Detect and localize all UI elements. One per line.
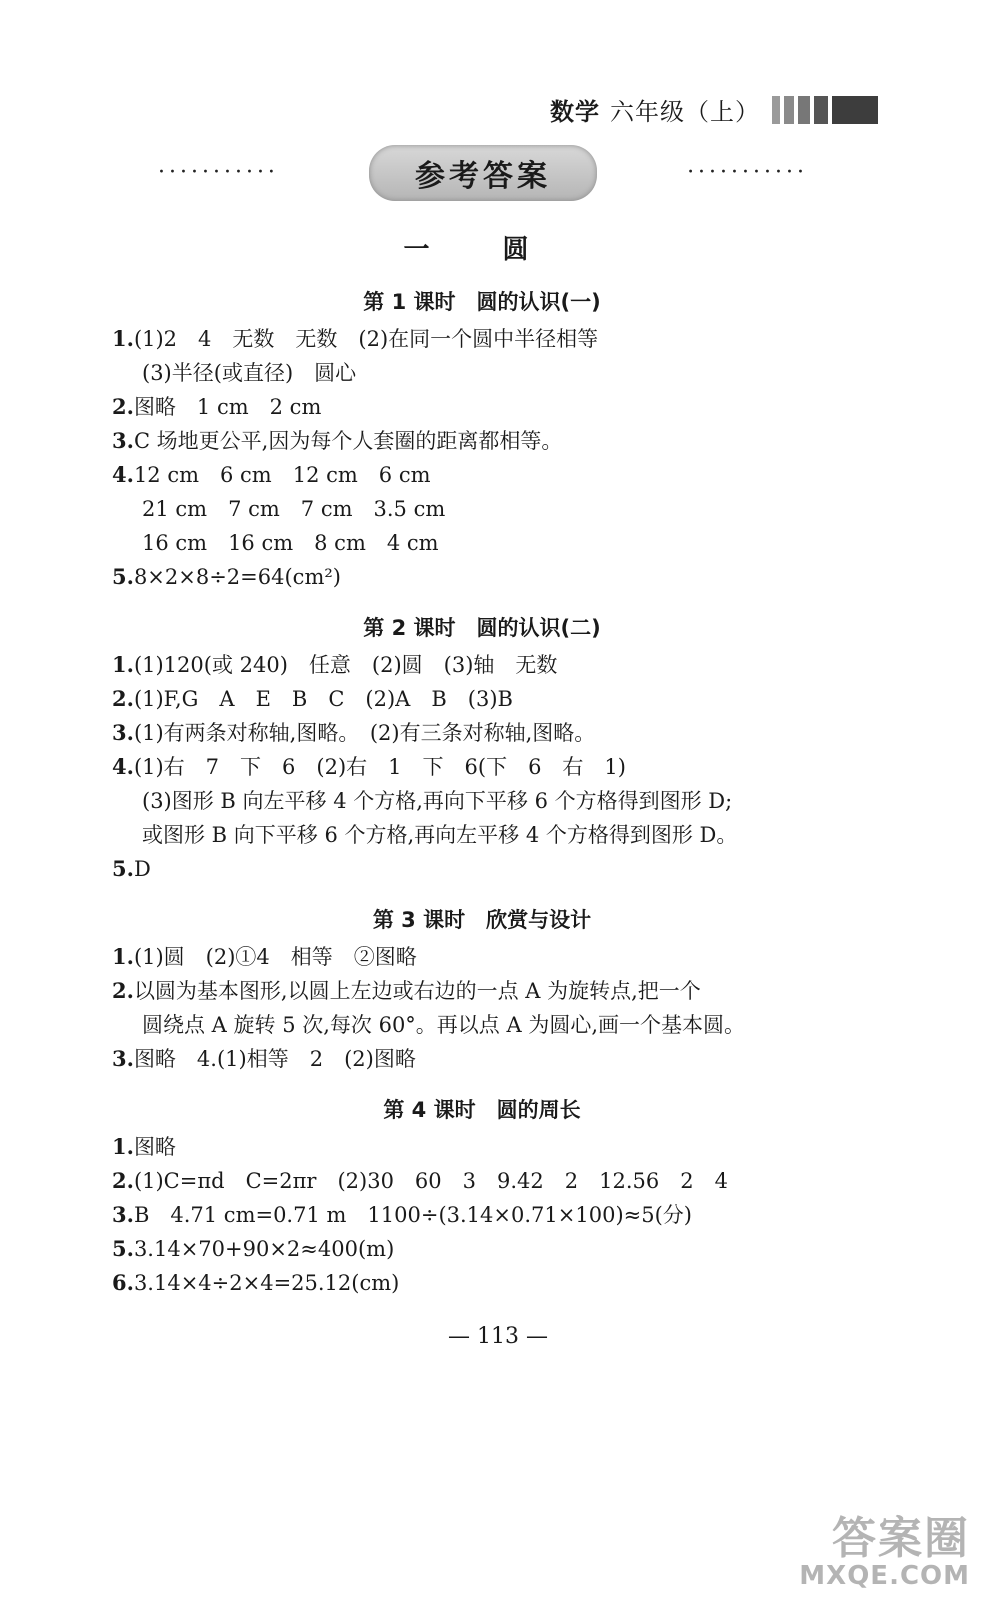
item-number: 5. (112, 856, 134, 881)
header-decoration-bars (772, 96, 878, 124)
item-number: 1. (112, 1134, 134, 1159)
answer-text: 3.14×70+90×2≈400(m) (133, 1237, 395, 1261)
item-number: 3. (112, 720, 134, 745)
answer-line (112, 784, 852, 818)
answer-line (112, 852, 852, 886)
answer-content (112, 232, 852, 1314)
item-number: 4. (112, 462, 134, 487)
lesson-section (112, 282, 852, 594)
item-number: 6. (112, 1270, 134, 1295)
banner-dots-left: ··········· (158, 160, 279, 185)
answer-line (112, 458, 852, 492)
answer-line (112, 1130, 852, 1164)
banner-title: 参考答案 (369, 145, 597, 201)
answer-line (112, 682, 852, 716)
answer-text: 21 cm 7 cm 7 cm 3.5 cm (142, 497, 446, 521)
item-number: 3. (112, 1046, 134, 1071)
answer-text: B 4.71 cm=0.71 m 1100÷(3.14×0.71×100)≈5(分) (133, 1203, 692, 1227)
answer-line (112, 1266, 852, 1300)
answer-line (112, 492, 852, 526)
answer-text: (1)2 4 无数 无数 (2)在同一个圆中半径相等 (133, 327, 599, 351)
answer-line (112, 390, 852, 424)
header-subject: 数学 (550, 98, 600, 126)
watermark-domain: MXQE.COM (799, 1561, 970, 1591)
site-watermark (799, 1513, 970, 1591)
lesson-list (112, 282, 852, 1300)
item-number: 1. (112, 944, 134, 969)
answer-text: D (133, 857, 151, 881)
answer-text: 16 cm 16 cm 8 cm 4 cm (142, 531, 439, 555)
answer-line (112, 716, 852, 750)
answer-line (112, 560, 852, 594)
answer-text: (1)120(或 240) 任意 (2)圆 (3)轴 无数 (133, 653, 558, 677)
answer-line (112, 1198, 852, 1232)
banner-dots-right: ··········· (687, 160, 808, 185)
answer-text: 12 cm 6 cm 12 cm 6 cm (133, 463, 431, 487)
answer-line (112, 1164, 852, 1198)
answer-line (112, 322, 852, 356)
answer-line (112, 1008, 852, 1042)
answer-line (112, 424, 852, 458)
answer-text: 图略 4.(1)相等 2 (2)图略 (133, 1047, 416, 1071)
item-number: 5. (112, 1236, 134, 1261)
item-number: 1. (112, 326, 134, 351)
item-number: 2. (112, 1168, 134, 1193)
lesson-title: 第 3 课时 欣赏与设计 (372, 908, 592, 932)
item-number: 4. (112, 754, 134, 779)
item-number: 5. (112, 564, 134, 589)
answer-line (112, 818, 852, 852)
lesson-title: 第 4 课时 圆的周长 (383, 1098, 581, 1122)
answer-text: (1)C=πd C=2πr (2)30 60 3 9.42 2 12.56 2 4 (133, 1169, 728, 1193)
item-number: 2. (112, 978, 134, 1003)
answer-line (112, 974, 852, 1008)
answer-text: (1)右 7 下 6 (2)右 1 下 6(下 6 右 1) (133, 755, 626, 779)
answer-text: 3.14×4÷2×4=25.12(cm) (133, 1271, 400, 1295)
item-number: 1. (112, 652, 134, 677)
answer-line (112, 1042, 852, 1076)
item-number: 2. (112, 686, 134, 711)
answer-text: 8×2×8÷2=64(cm²) (133, 565, 341, 589)
answer-line (112, 940, 852, 974)
answer-text: (3)图形 B 向左平移 4 个方格,再向下平移 6 个方格得到图形 D; (142, 789, 733, 813)
answer-text: 图略 (133, 1135, 176, 1159)
lesson-section (112, 608, 852, 886)
watermark-logo-text: 答案圈 (832, 1513, 970, 1564)
answer-line (112, 1232, 852, 1266)
answer-line (112, 356, 852, 390)
answer-text: (1)圆 (2)①4 相等 ②图略 (133, 945, 417, 969)
answer-text: 或图形 B 向下平移 6 个方格,再向左平移 4 个方格得到图形 D。 (142, 823, 738, 847)
answer-line (112, 526, 852, 560)
item-number: 3. (112, 1202, 134, 1227)
running-header (550, 92, 878, 127)
answer-text: (1)F,G A E B C (2)A B (3)B (133, 687, 513, 711)
answer-line (112, 648, 852, 682)
answer-text: (1)有两条对称轴,图略。 (2)有三条对称轴,图略。 (133, 721, 596, 745)
lesson-section (112, 900, 852, 1076)
lesson-title: 第 1 课时 圆的认识(一) (363, 290, 601, 314)
answer-text: 圆绕点 A 旋转 5 次,每次 60°。再以点 A 为圆心,画一个基本圆。 (142, 1013, 745, 1037)
item-number: 3. (112, 428, 134, 453)
item-number: 2. (112, 394, 134, 419)
chapter-title: 一 圆 (403, 235, 561, 265)
answer-text: C 场地更公平,因为每个人套圈的距离都相等。 (133, 429, 563, 453)
answer-text: 图略 1 cm 2 cm (133, 395, 322, 419)
page-number: — 113 — (448, 1324, 548, 1349)
header-grade: 六年级（上） (610, 98, 760, 126)
answer-text: 以圆为基本图形,以圆上左边或右边的一点 A 为旋转点,把一个 (133, 979, 701, 1003)
answer-banner (158, 148, 808, 198)
lesson-section (112, 1090, 852, 1300)
lesson-title: 第 2 课时 圆的认识(二) (363, 616, 601, 640)
answer-text: (3)半径(或直径) 圆心 (142, 361, 357, 385)
answer-line (112, 750, 852, 784)
